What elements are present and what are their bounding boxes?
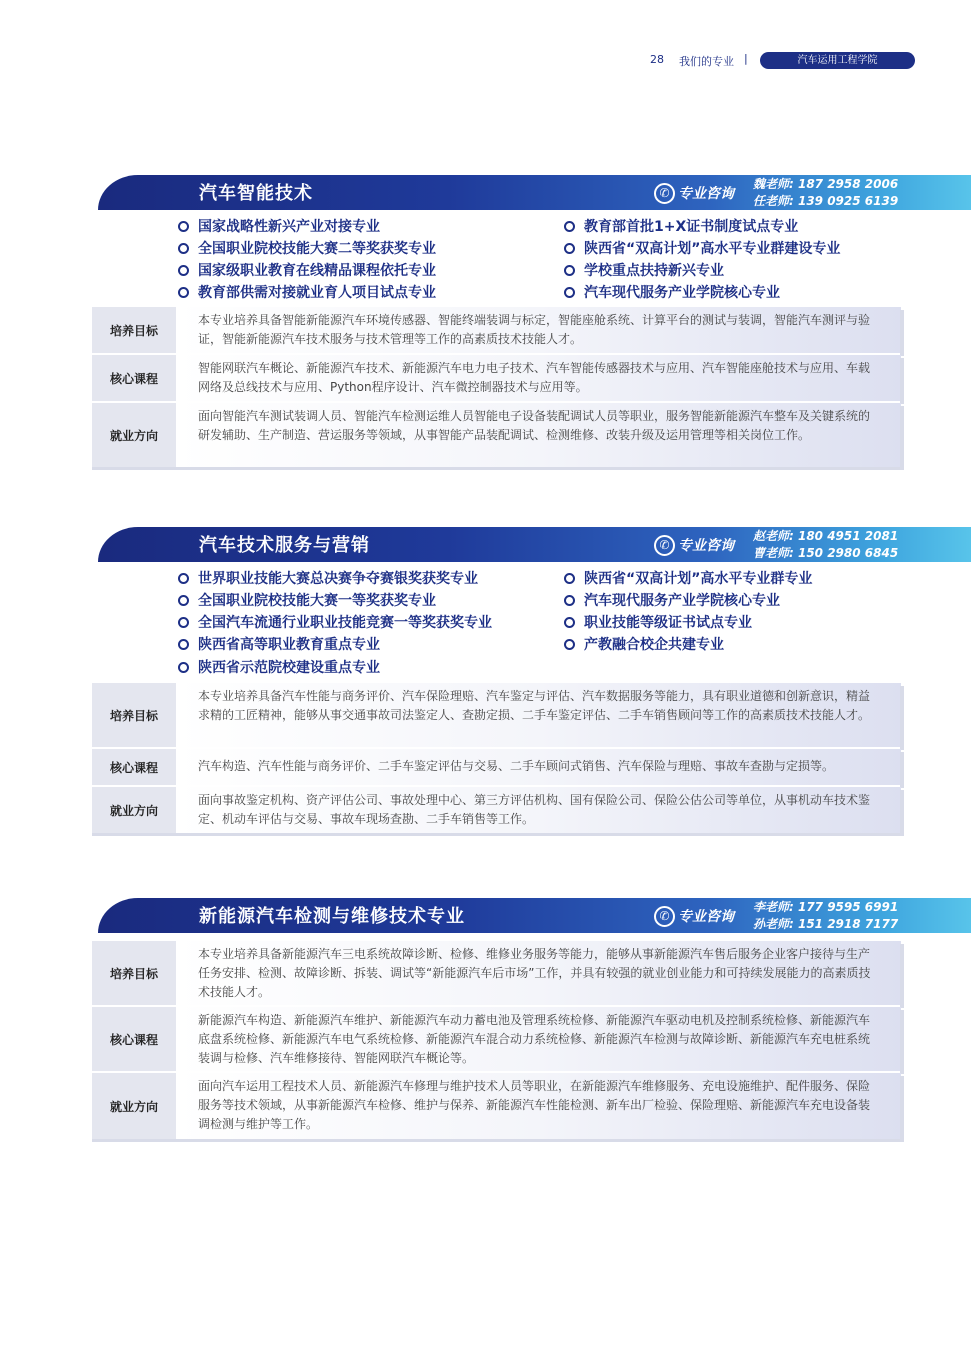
row-text: 本专业培养具备智能新能源汽车环境传感器、智能终端装调与标定，智能座舱系统、计算平台的测试与装调，智能汽车测评与验证，智能新能源汽车技术服务与技术管理等工作的高素质技术技能人才。 [176, 307, 901, 353]
consult-label [654, 905, 734, 927]
row-goal [92, 941, 904, 1005]
contact-1: 李老师: 177 9595 6991 [753, 900, 899, 914]
row-text: 智能网联汽车概论、新能源汽车技术、新能源汽车电力电子技术、汽车智能传感器技术与应用、汽车智能座舱技术与应用、车载网络及总线技术与应用、Python程序设计、汽车微控制器技术与应用等。 [176, 355, 901, 401]
program-title: 新能源汽车检测与维修技术专业 [199, 906, 465, 927]
program-banner [98, 898, 971, 933]
row-label: 培养目标 [92, 941, 176, 1005]
ring-bullet-icon [178, 287, 189, 298]
row-label: 培养目标 [92, 683, 176, 747]
feature-item: 汽车现代服务产业学院核心专业 [564, 590, 780, 610]
contact-2: 任老师: 139 0925 6139 [753, 193, 899, 208]
ring-bullet-icon [178, 662, 189, 673]
ring-bullet-icon [564, 221, 575, 232]
row-course [92, 749, 904, 785]
section-label: 我们的专业 [679, 55, 734, 68]
row-career [92, 403, 904, 467]
header-separator: | [744, 52, 748, 65]
consult-text: 专业咨询 [678, 909, 734, 925]
row-text: 面向事故鉴定机构、资产评估公司、事故处理中心、第三方评估机构、国有保险公司、保险公估公司等单位，从事机动车技术鉴定、机动车评估与交易、事故车现场查勘、二手车销售等工作。 [176, 787, 901, 833]
row-shadow [900, 310, 904, 356]
feature-item: 教育部供需对接就业育人项目试点专业 [178, 282, 436, 302]
rows-bottom-shadow [92, 467, 904, 470]
row-text: 本专业培养具备汽车性能与商务评价、汽车保险理赔、汽车鉴定与评估、汽车数据服务等能力，具有职业道德和创新意识，精益求精的工匠精神，能够从事交通事故司法鉴定人、查勘定损、二手车鉴定评估、二手车销售顾问等工作的高素质技术技能人才。 [176, 683, 901, 747]
consult-text: 专业咨询 [678, 186, 734, 202]
feature-item: 学校重点扶持新兴专业 [564, 260, 724, 280]
college-badge: 汽车运用工程学院 [760, 52, 915, 69]
row-goal [92, 307, 904, 353]
ring-bullet-icon [178, 595, 189, 606]
row-label: 核心课程 [92, 749, 176, 785]
ring-bullet-icon [564, 639, 575, 650]
feature-item: 陕西省“双高计划”高水平专业群专业 [564, 568, 812, 588]
contact-info [753, 528, 898, 561]
row-text: 汽车构造、汽车性能与商务评价、二手车鉴定评估与交易、二手车顾问式销售、汽车保险与理赔、事故车查勘与定损等。 [176, 749, 901, 785]
feature-item: 汽车现代服务产业学院核心专业 [564, 282, 780, 302]
ring-bullet-icon [564, 573, 575, 584]
ring-bullet-icon [178, 221, 189, 232]
row-career [92, 787, 904, 833]
phone-icon: ✆ [654, 183, 675, 204]
row-text: 本专业培养具备新能源汽车三电系统故障诊断、检修、维修业务服务等能力，能够从事新能源汽车售后服务企业客户接待与生产任务安排、检测、故障诊断、拆装、调试等“新能源汽车后市场”工作，并具有较强的就业创业能力和可持续发展能力的高素质技术技能人才。 [176, 941, 901, 1005]
feature-item: 全国职业院校技能大赛二等奖获奖专业 [178, 238, 436, 258]
row-course [92, 355, 904, 401]
ring-bullet-icon [178, 639, 189, 650]
row-career [92, 1073, 904, 1139]
row-label: 就业方向 [92, 1073, 176, 1139]
ring-bullet-icon [564, 595, 575, 606]
ring-bullet-icon [178, 265, 189, 276]
program-banner [98, 527, 971, 562]
contact-1: 魏老师: 187 2958 2006 [753, 177, 899, 191]
row-goal [92, 683, 904, 747]
contact-2: 曹老师: 150 2980 6845 [753, 545, 899, 560]
row-label: 培养目标 [92, 307, 176, 353]
rows-bottom-shadow [92, 1139, 904, 1142]
row-shadow [900, 1010, 904, 1074]
ring-bullet-icon [564, 265, 575, 276]
row-text: 面向智能汽车测试装调人员、智能汽车检测运维人员智能电子设备装配调试人员等职业，服务智能新能源汽车整车及关键系统的研发辅助、生产制造、营运服务等领域，从事智能产品装配调试、检测维修、改装升级及运用管理等相关岗位工作。 [176, 403, 901, 467]
row-label: 核心课程 [92, 1007, 176, 1071]
ring-bullet-icon [178, 617, 189, 628]
row-shadow [900, 944, 904, 1008]
row-shadow [900, 406, 904, 470]
ring-bullet-icon [178, 573, 189, 584]
program-title: 汽车技术服务与营销 [199, 535, 370, 556]
row-shadow [900, 790, 904, 836]
ring-bullet-icon [178, 243, 189, 254]
feature-item: 产教融合校企共建专业 [564, 634, 724, 654]
feature-item: 教育部首批1+X证书制度试点专业 [564, 216, 798, 236]
feature-item: 陕西省“双高计划”高水平专业群建设专业 [564, 238, 840, 258]
ring-bullet-icon [564, 617, 575, 628]
feature-item: 职业技能等级证书试点专业 [564, 612, 752, 632]
row-shadow [900, 358, 904, 404]
row-shadow [900, 686, 904, 750]
row-label: 就业方向 [92, 787, 176, 833]
row-text: 面向汽车运用工程技术人员、新能源汽车修理与维护技术人员等职业，在新能源汽车维修服务、充电设施维护、配件服务、保险服务等技术领域，从事新能源汽车检修、维护与保养、新能源汽车性能检测、新车出厂检验、保险理赔、新能源汽车充电设备装调检测与维护等工作。 [176, 1073, 901, 1139]
phone-icon: ✆ [654, 535, 675, 556]
contact-2: 孙老师: 151 2918 7177 [753, 916, 899, 931]
contact-1: 赵老师: 180 4951 2081 [753, 529, 899, 543]
row-label: 就业方向 [92, 403, 176, 467]
feature-item: 世界职业技能大赛总决赛争夺赛银奖获奖专业 [178, 568, 478, 588]
row-shadow [900, 752, 904, 788]
feature-item: 国家级职业教育在线精品课程依托专业 [178, 260, 436, 280]
row-course [92, 1007, 904, 1071]
page-header [0, 52, 971, 70]
feature-item: 国家战略性新兴产业对接专业 [178, 216, 380, 236]
consult-label [654, 182, 734, 204]
row-text: 新能源汽车构造、新能源汽车维护、新能源汽车动力蓄电池及管理系统检修、新能源汽车驱动电机及控制系统检修、新能源汽车底盘系统检修、新能源汽车电气系统检修、新能源汽车混合动力系统检修、新能源汽车检测与故障诊断、新能源汽车充电桩系统装调与检修、汽车维修接待、智能网联汽车概论等。 [176, 1007, 901, 1071]
contact-info [753, 899, 898, 932]
feature-item: 全国汽车流通行业职业技能竞赛一等奖获奖专业 [178, 612, 492, 632]
row-shadow [900, 1076, 904, 1142]
feature-item: 全国职业院校技能大赛一等奖获奖专业 [178, 590, 436, 610]
consult-label [654, 534, 734, 556]
ring-bullet-icon [564, 243, 575, 254]
row-label: 核心课程 [92, 355, 176, 401]
rows-bottom-shadow [92, 833, 904, 836]
feature-item: 陕西省示范院校建设重点专业 [178, 657, 380, 677]
consult-text: 专业咨询 [678, 538, 734, 554]
program-title: 汽车智能技术 [199, 183, 313, 204]
page-number: 28 [650, 53, 664, 66]
ring-bullet-icon [564, 287, 575, 298]
feature-item: 陕西省高等职业教育重点专业 [178, 634, 380, 654]
contact-info [753, 176, 898, 209]
program-banner [98, 175, 971, 210]
phone-icon: ✆ [654, 906, 675, 927]
